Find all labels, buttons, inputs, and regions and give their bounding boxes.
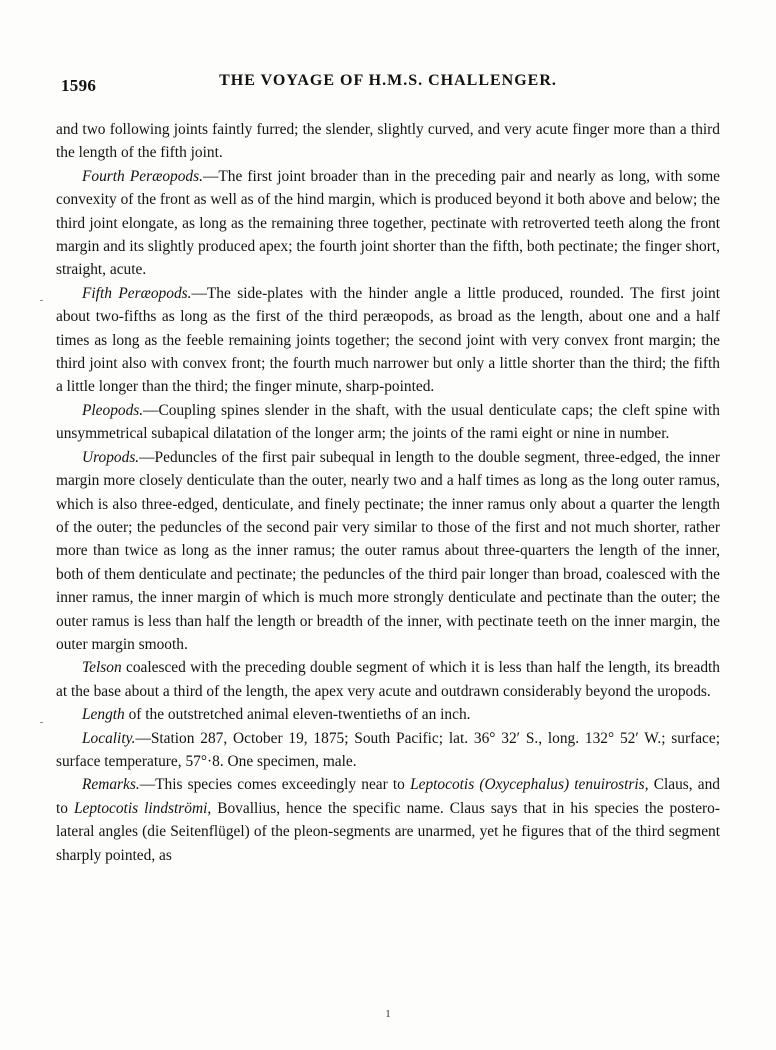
paragraph-text: —The side-plates with the hinder angle a little produced, rounded. The first joint about two-fifths as long as the first of the third peræopods, as broad as the length, about one and a half times as long as the feeble remaining joints together; the second joint with very convex front margin; the third joint also with convex front; the fourth much narrower but only a little shorter than the third; the fifth a little longer than the third; the finger minute, sharp-pointed.: [56, 284, 720, 396]
lead-term-fifth-peraeopods: Fifth Peræopods.: [82, 284, 192, 302]
paragraph-pleopods: [56, 399, 720, 446]
page-header: [56, 72, 720, 98]
lead-term-fourth-peraeopods: Fourth Peræopods.: [82, 167, 203, 185]
lead-term-locality: Locality.: [82, 729, 136, 747]
paragraph-telson: [56, 656, 720, 703]
page-number: 1596: [61, 76, 97, 95]
paragraph-text: —This species comes exceedingly near to Leptocotis (Oxycephalus) tenuirostris, Claus, and to Leptocotis lindströmi, Bovallius, hence the specific name. Claus says that in his species the postero-lateral angles (die Seitenflügel) of the pleon-segments are unarmed, yet he figures that of the third segment sharply pointed, as: [56, 776, 721, 864]
lead-term-telson: Telson: [82, 659, 122, 677]
paragraph-remarks: [56, 773, 720, 867]
running-head: THE VOYAGE OF H.M.S. CHALLENGER.: [219, 72, 557, 89]
lead-term-length: Length: [82, 706, 125, 724]
paragraph-fifth-peraeopods: [56, 282, 720, 399]
paragraph-text: and two following joints faintly furred; the slender, slightly curved, and very acute finger more than a third the length of the fifth joint.: [56, 121, 720, 162]
paragraph-continuation: [56, 118, 720, 165]
edge-tick-lower: [40, 722, 43, 723]
page-body: [56, 118, 720, 867]
species-name: Leptocotis lindströmi: [73, 799, 208, 817]
edge-tick-upper: [40, 300, 43, 301]
paragraph-fourth-peraeopods: [56, 165, 720, 282]
lead-term-uropods: Uropods.: [82, 448, 140, 466]
paragraph-text: —Station 287, October 19, 1875; South Pacific; lat. 36° 32′ S., long. 132° 52′ W.; surface; surface temperature, 57°·8. One specimen, male.: [56, 729, 720, 770]
species-name: Leptocotis (Oxycephalus) tenuirostris: [410, 776, 645, 794]
footer-signature-mark: 1: [385, 1008, 391, 1020]
paragraph-locality: [56, 727, 720, 774]
paragraph-text: —Peduncles of the first pair subequal in length to the double segment, three-edged, the inner margin more closely denticulate than the outer, nearly two and a half times as long as the long outer ramus, which is also three-edged, denticulate, and finely pectinate; the inner ramus only about a quarter the length of the outer; the peduncles of the second pair very similar to those of the first and not much shorter, rather more than twice as long as the inner ramus; the outer ramus about three-quarters the length of the inner, both of them denticulate and pectinate; the peduncles of the third pair longer than broad, coalesced with the inner ramus, the inner margin of which is much more strongly denticulate and pectinate than the outer; the outer ramus is less than half the length or breadth of the inner, with pectinate teeth on the inner margin, the outer margin smooth.: [56, 448, 720, 653]
paragraph-text: —The first joint broader than in the preceding pair and nearly as long, with some convexity of the front as well as of the hind margin, which is produced beyond it both above and below; the third joint elongate, as long as the remaining three together, pectinate with retroverted teeth along the front margin and its slightly produced apex; the fourth joint shorter than the fifth, both pectinate; the finger short, straight, acute.: [56, 167, 720, 279]
lead-term-pleopods: Pleopods.: [82, 401, 144, 419]
paragraph-length: [56, 703, 720, 726]
lead-term-remarks: Remarks.: [82, 776, 140, 794]
paragraph-text: of the outstretched animal eleven-twentieths of an inch.: [124, 706, 471, 724]
paragraph-uropods: [56, 446, 720, 657]
paragraph-text: coalesced with the preceding double segment of which it is less than half the length, its breadth at the base about a third of the length, the apex very acute and outdrawn considerably beyond the uropods.: [56, 659, 720, 700]
paragraph-text: —Coupling spines slender in the shaft, with the usual denticulate caps; the cleft spine with unsymmetrical subapical dilatation of the longer arm; the joints of the rami eight or nine in number.: [56, 401, 720, 443]
